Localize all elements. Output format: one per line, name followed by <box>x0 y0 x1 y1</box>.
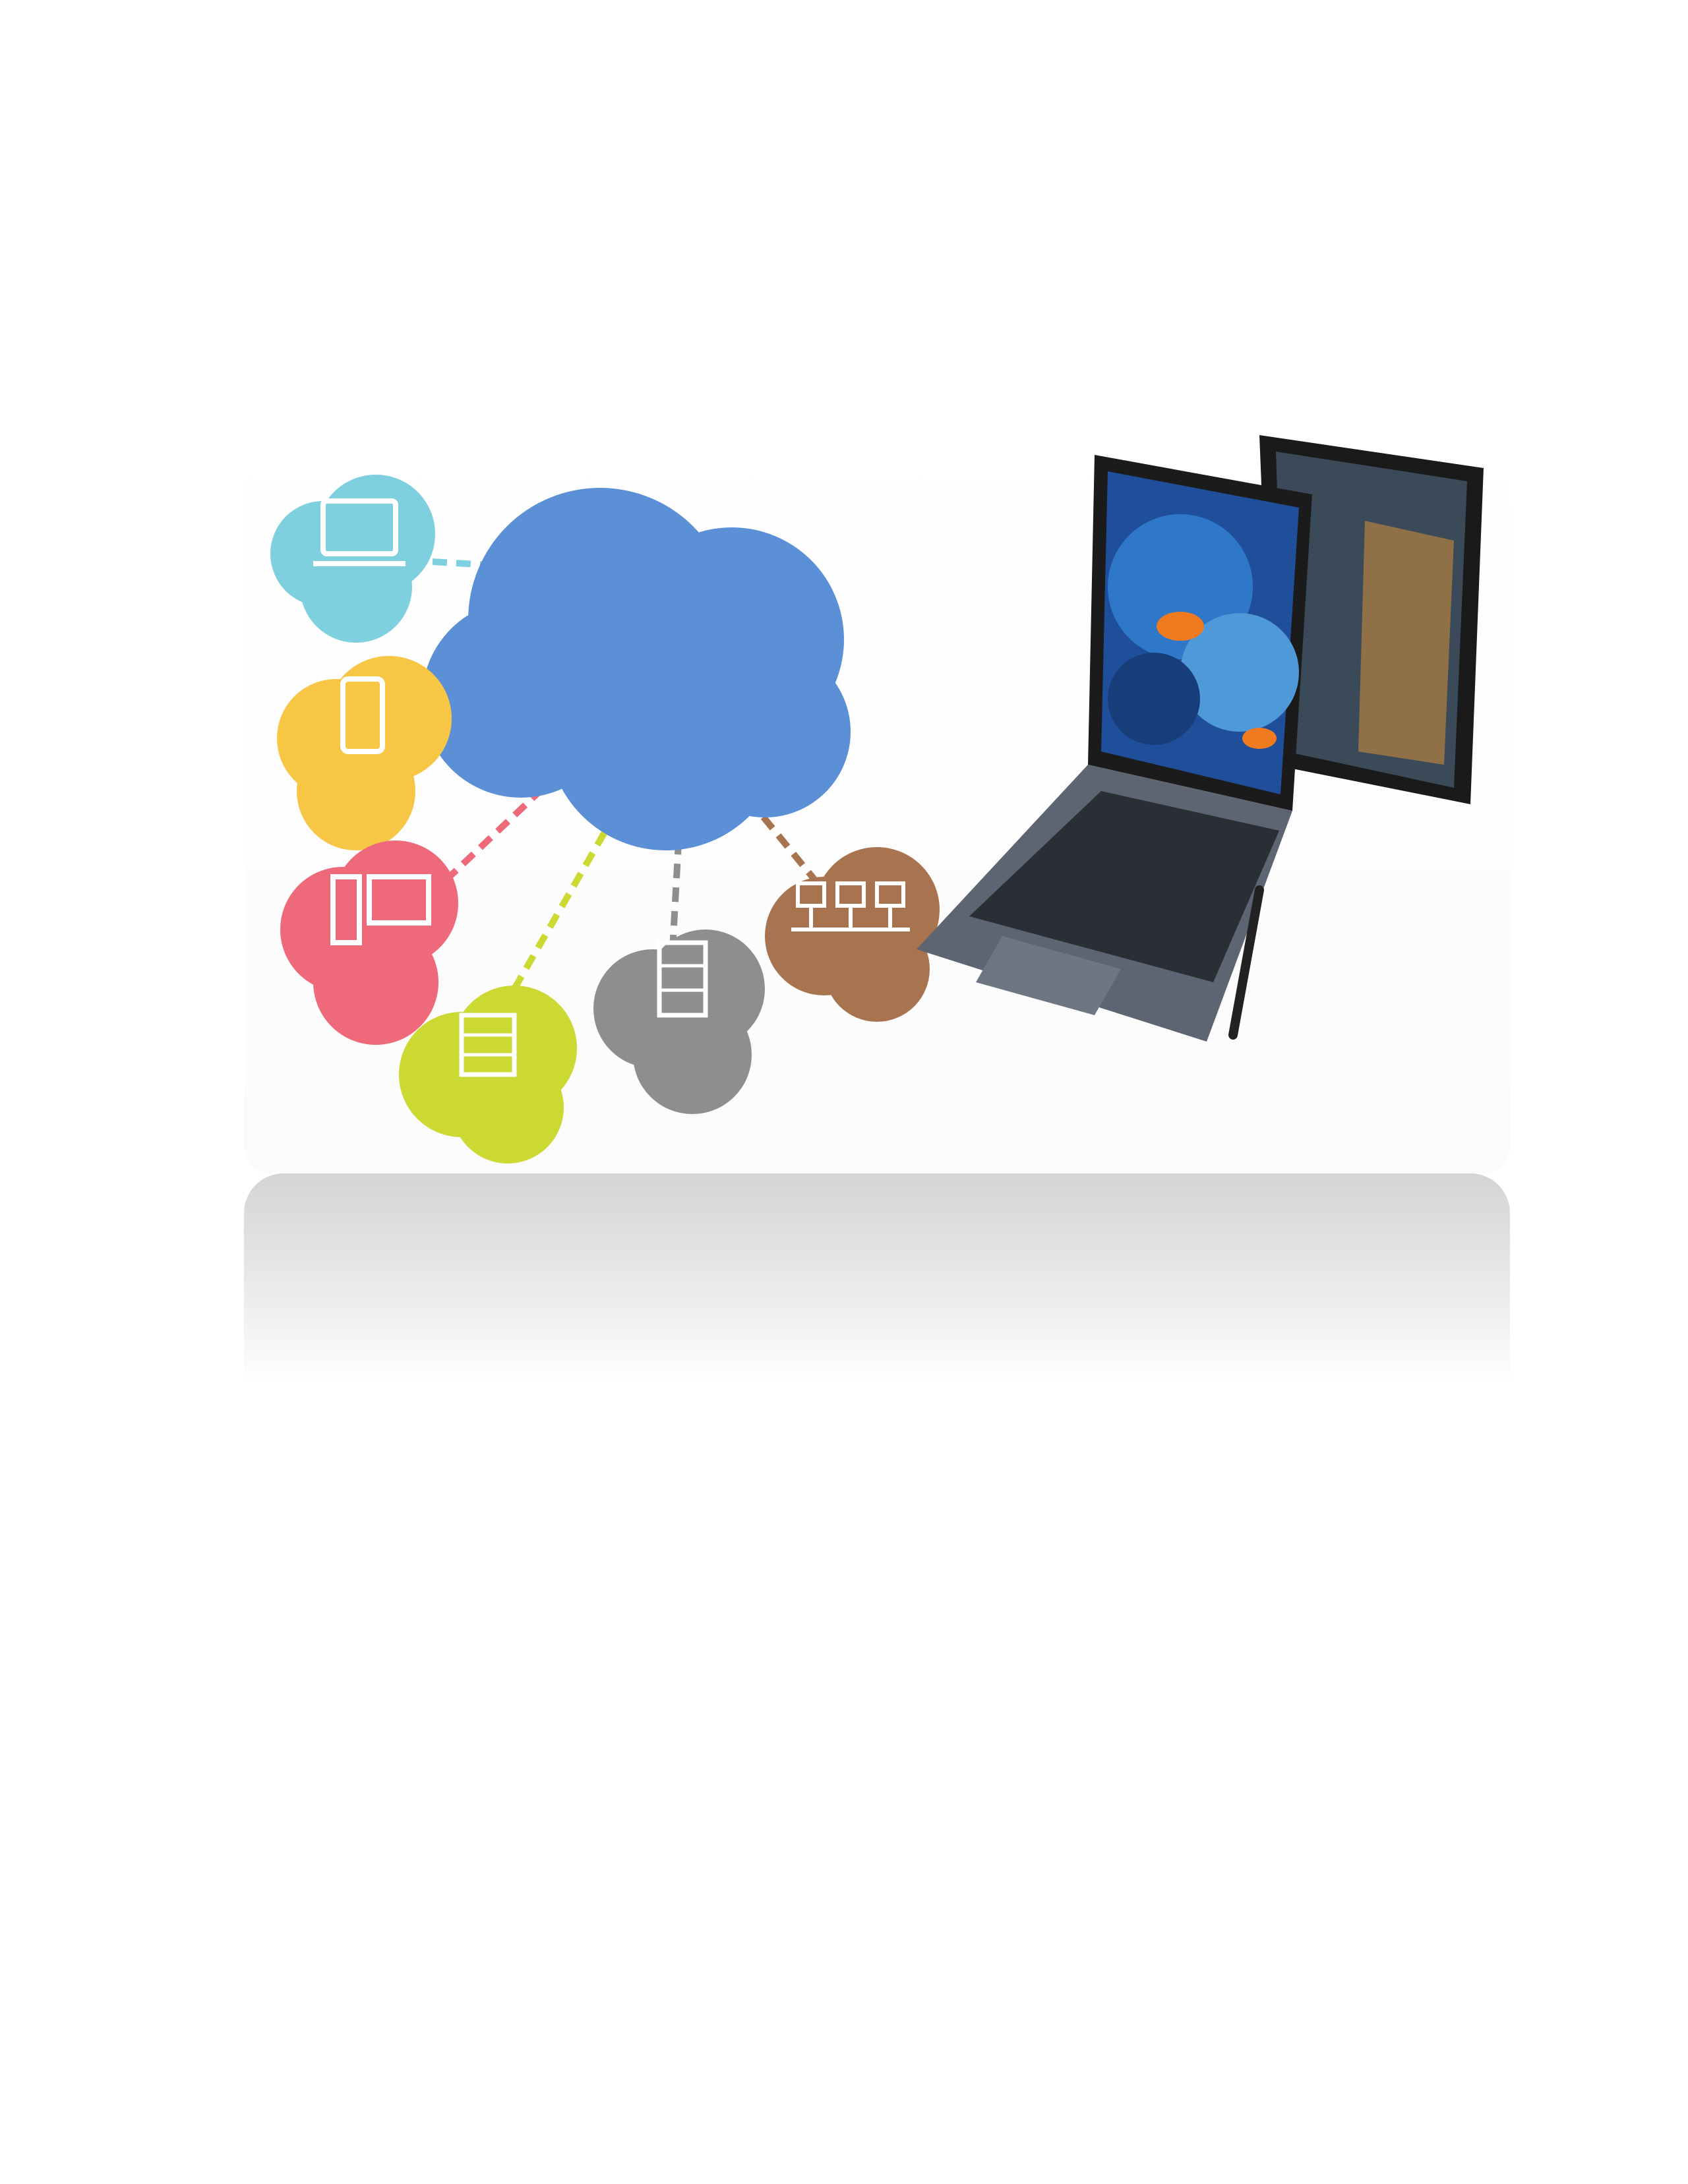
node-network <box>765 847 940 1022</box>
cloud-computing-illustration <box>244 422 1510 1173</box>
laptop-photo <box>917 435 1484 1042</box>
center-cloud <box>422 488 851 850</box>
node-mobile <box>277 656 452 850</box>
image-reflection <box>244 1173 1510 1384</box>
node-notebook <box>270 475 435 643</box>
node-pc <box>280 841 458 1045</box>
node-database <box>593 930 765 1114</box>
